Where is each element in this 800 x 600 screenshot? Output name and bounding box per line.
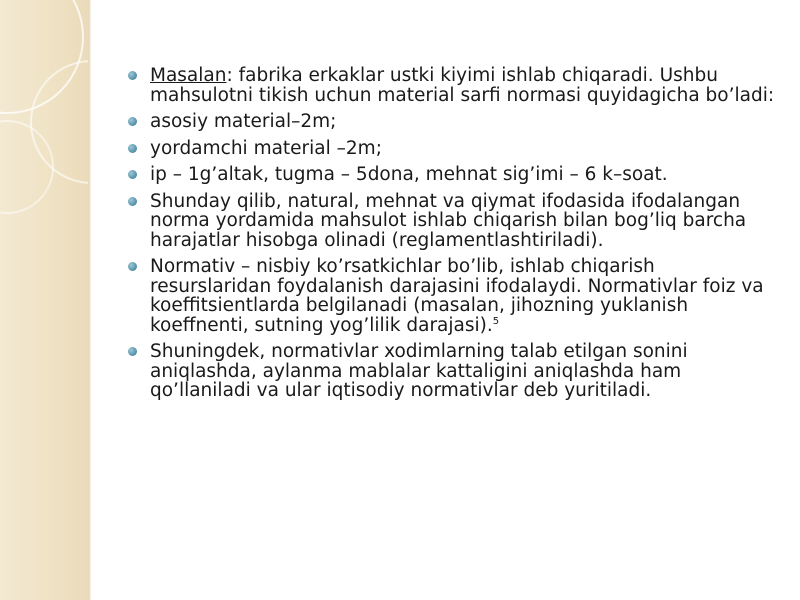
bullet-item [128,257,778,335]
bullet-item [128,342,778,401]
bullet-item [128,192,778,251]
decorative-side-panel [0,0,88,600]
bullet-item [128,139,778,159]
bullet-item [128,66,778,105]
bullet-dot-icon [128,262,137,271]
bullet-lead-word: Masalan [150,65,227,86]
bullet-text: : fabrika erkaklar ustki kiyimi ishlab chiqaradi. Ushbu mahsulotni tikish uchun material sarfi normasi quyidagicha bo’ladi: [150,65,775,106]
bullet-item [128,112,778,132]
bullet-dot-icon [128,347,137,356]
bullet-text: yordamchi material –2m; [150,137,382,159]
bullet-dot-icon [128,144,137,153]
bullet-item [128,165,778,185]
bullet-dot-icon [128,170,137,179]
side-panel-edge [88,0,91,600]
bullet-text: Shunday qilib, natural, mehnat va qiymat ifodasida ifodalangan norma yordamida mahsulot ishlab chiqarish bilan bog’liq barcha harajatlar hisobga olinadi (reglamentlashtiriladi). [150,190,747,251]
bullet-dot-icon [128,71,137,80]
bullet-dot-icon [128,197,137,206]
bullet-text: ip – 1g’altak, tugma – 5dona, mehnat sig’imi – 6 k–soat. [150,164,668,185]
bullet-dot-icon [128,117,137,126]
footnote-marker: 5 [492,315,500,327]
bullet-text: Shuningdek, normativlar xodimlarning talab etilgan sonini aniqlashda, aylanma mablalar kattaligini aniqlashda ham qo’llaniladi va ular iqtisodiy normativlar deb yuritiladi. [150,341,688,401]
bullet-text: asosiy material–2m; [150,111,337,132]
slide-body [128,66,778,408]
bullet-text: Normativ – nisbiy ko’rsatkichlar bo’lib, ishlab chiqarish resurslaridan foydalanish darajasini ifodalaydi. Normativlar foiz va koeffitsientlarda belgilanadi (masalan, jihozning yuklanish koeffnenti, sutning yog’lilik darajasi). [150,256,764,336]
